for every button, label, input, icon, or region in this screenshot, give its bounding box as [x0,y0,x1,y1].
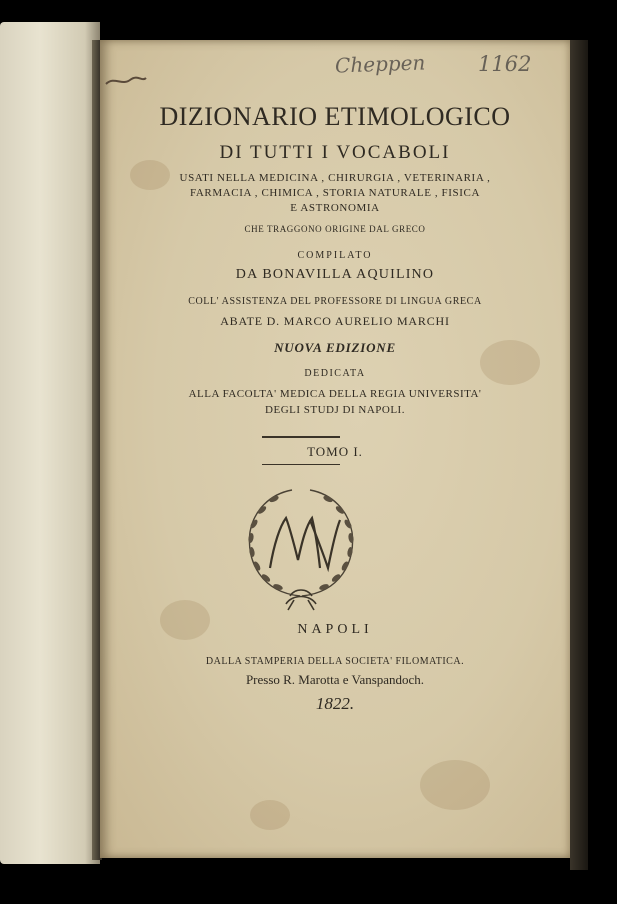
foxing-spot [420,760,490,810]
page-edge-shadow [570,40,588,870]
scope-line-1: USATI NELLA MEDICINA , CHIRURGIA , VETERINARIA , [179,172,491,184]
city-line: NAPOLI [297,622,373,637]
book-subtitle: DI TUTTI I VOCABOLI [219,142,451,163]
handwritten-note: Cheppen [334,50,426,78]
foxing-spot [250,800,290,830]
book-title: DIZIONARIO ETIMOLOGICO [159,102,511,131]
publisher-line: Presso R. Marotta e Vanspandoch. [245,672,425,687]
scope-line-2: FARMACIA , CHIMICA , STORIA NATURALE , FISICA [189,187,481,199]
scope-line-3: E ASTRONOMIA [290,202,380,214]
compiled-label: COMPILATO [297,250,373,261]
volume-label: TOMO I. [307,444,363,459]
assistant-name: ABATE D. MARCO AURELIO MARCHI [220,314,450,328]
laurel-wreath-monogram-icon [240,484,362,612]
book-binding [0,22,100,864]
edition-line: NUOVA EDIZIONE [274,340,396,355]
handwritten-number: 1162 [478,52,532,76]
assistance-line: COLL' ASSISTENZA DEL PROFESSORE DI LINGUA GRECA [188,296,482,307]
dedication-line-2: DEGLI STUDJ DI NAPOLI. [265,404,405,416]
dedicated-label: DEDICATA [304,368,366,379]
divider-bottom [262,464,340,465]
origin-line: CHE TRAGGONO ORIGINE DAL GRECO [244,224,426,234]
author-line: DA BONAVILLA AQUILINO [235,267,435,282]
year-line: 1822. [315,694,355,713]
ink-mark-icon [104,72,148,90]
divider-top [262,436,340,438]
printer-line: DALLA STAMPERIA DELLA SOCIETA' FILOMATICA. [205,656,465,667]
dedication-line-1: ALLA FACOLTA' MEDICA DELLA REGIA UNIVERSITA' [188,388,482,400]
